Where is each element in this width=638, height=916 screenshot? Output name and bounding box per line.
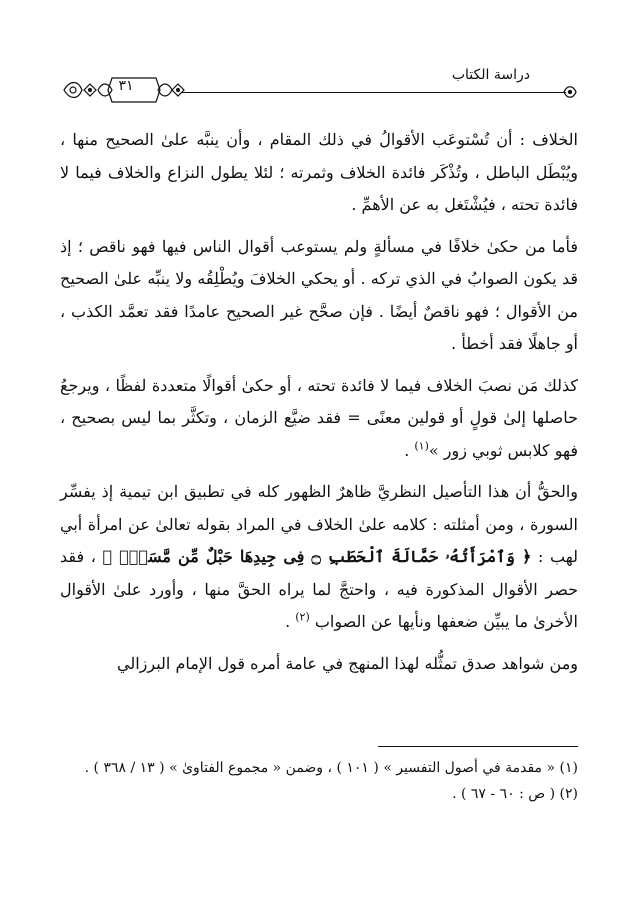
paragraph bbox=[60, 231, 578, 361]
footnote: (١) « مقدمة في أصول التفسير » ( ١٠١ ) ، وضمن « مجموع الفتاوىٰ » ( ١٣ / ٣٦٨ ) . bbox=[84, 760, 578, 776]
footnote-ref: (١) bbox=[414, 439, 429, 453]
header-rule bbox=[182, 92, 566, 93]
end-ornament-icon bbox=[560, 82, 580, 102]
running-header bbox=[52, 64, 580, 114]
paragraph-text: الخلاف : أن تُسْتوعَب الأقوالُ في ذلك المقام ، وأن ينبَّه علىٰ الصحيح منها ، ويُبْطَل الباطل ، وتُذْكَر فائدة الخلاف وثمرته ؛ لئلا يطول النزاع والخلاف فيما لا فائدة تحته ، فيُشْتَغل به عن الأهمِّ . bbox=[60, 130, 578, 214]
running-head-title: دراسة الكتاب bbox=[451, 67, 530, 83]
paragraph-text: ومن شواهد صدق تمثُّله لهذا المنهج في عامة أمره قول الإمام البرزالي bbox=[117, 653, 578, 673]
footnote-ref: (٢) bbox=[295, 610, 310, 624]
page-number: ٣١ bbox=[118, 78, 134, 94]
paragraph bbox=[60, 370, 578, 468]
paragraph-text: . bbox=[285, 612, 296, 631]
paragraph bbox=[60, 648, 578, 681]
paragraph-text: فأما من حكىٰ خلافًا في مسألةٍ ولم يستوعب أقوال الناس فيها فهو ناقص ؛ إذ قد يكون الصوابُ في الذي تركه . أو يحكي الخلافَ ويُطْلِقُه ولا ينبِّه علىٰ الصحيح من الأقوال ؛ فهو ناقصٌ أيضًا . فإن صحَّح غير الصحيح عامدًا فقد تعمَّد الكذب ، أو جاهلًا فقد أخطأ . bbox=[60, 236, 578, 353]
footnotes bbox=[60, 755, 578, 807]
footnote: (٢) ( ص : ٦٠ - ٦٧ ) . bbox=[452, 786, 578, 802]
paragraph-text: . bbox=[404, 440, 415, 460]
footnote-separator bbox=[378, 746, 578, 747]
main-text bbox=[60, 124, 578, 689]
paragraph bbox=[60, 476, 578, 639]
paragraph bbox=[60, 124, 578, 222]
paragraph-text: ، فقد حصر الأقوال المذكورة فيه ، واحتجَّ لما يراه الحقَّ منها ، وأورد علىٰ الأقوال الأخرىٰ ما يبيِّن ضعفها ونأيها عن الصواب bbox=[60, 547, 578, 631]
paragraph-text: كذلك مَن نصبَ الخلاف فيما لا فائدة تحته ، أو حكىٰ أقوالًا متعددة لفظًا ، ويرجعُ حاصلها إلىٰ قولٍ أو قولين معنًى = فقد ضيَّع الزمان ، وتكثَّر بما ليس بصحيح ، فهو كلابس ثوبي زور » bbox=[60, 375, 578, 460]
paragraph-text: والحقُّ أن هذا التأصيل النظريَّ ظاهرٌ الظهور كله في تطبيق ابن تيمية إذ يفسِّر السورة ، ومن أمثلته : كلامه علىٰ الخلاف في المراد بقوله تعالىٰ عن امرأة أبي لهب : bbox=[60, 482, 579, 566]
quran-verse: ﴿ وَٱمْرَأَتُهُۥ حَمَّالَةَ ٱلْحَطَبِ ۝ فِى جِيدِهَا حَبْلٌ مِّن مَّسَدٍۭ ﴾ bbox=[102, 547, 532, 566]
